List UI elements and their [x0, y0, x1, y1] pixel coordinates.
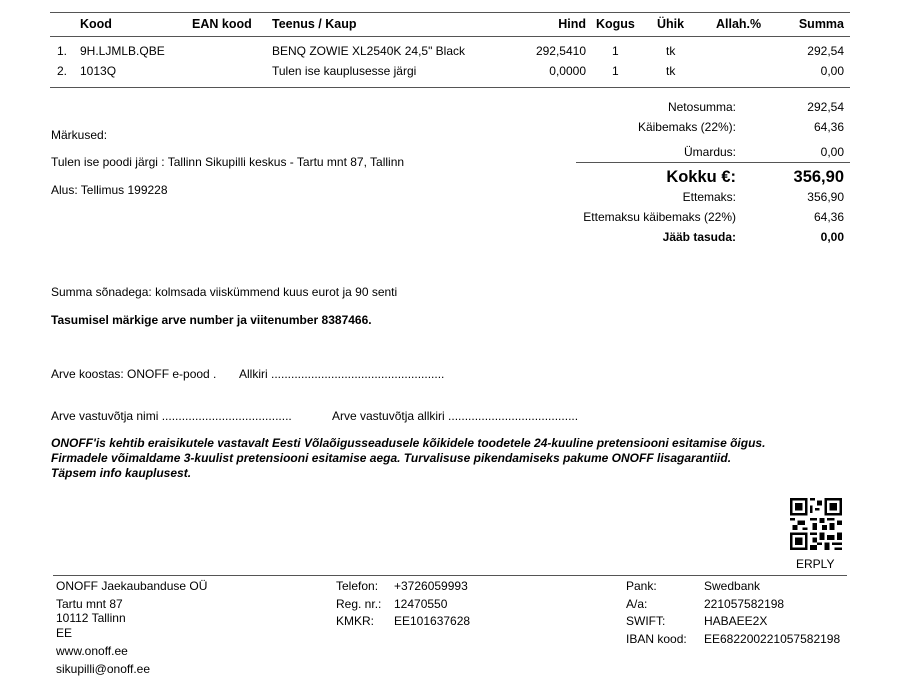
reg-label: Reg. nr.:: [336, 597, 382, 611]
prepay-vat-label: Ettemaksu käibemaks (22%): [583, 210, 736, 224]
bank-value: Swedbank: [704, 579, 761, 593]
row-1-summa: 292,54: [807, 44, 844, 58]
qr-caption: ERPLY: [796, 557, 835, 571]
neto-label: Netosumma:: [667, 100, 736, 114]
bank-label: Pank:: [626, 579, 657, 593]
row-2-teenus: Tulen ise kauplusesse järgi: [272, 64, 417, 78]
sum-in-words: Summa sõnadega: kolmsada viiskümmend kuus eurot ja 90 senti: [51, 285, 398, 299]
account-label: A/a:: [626, 597, 648, 611]
remarks-basis: Alus: Tellimus 199228: [51, 183, 168, 197]
row-2-kogus: 1: [612, 64, 619, 78]
round-value: 0,00: [820, 145, 844, 159]
account-value: 221057582198: [704, 597, 785, 611]
composer-signature: Allkiri ....................................................: [239, 367, 445, 381]
row-2-nr: 2.: [57, 64, 68, 78]
kmkr-value: EE101637628: [394, 614, 471, 628]
table-header-rule: [50, 36, 850, 37]
col-header-summa: Summa: [798, 17, 844, 31]
row-1-teenus: BENQ ZOWIE XL2540K 24,5" Black: [272, 44, 466, 58]
row-1-uhik: tk: [666, 44, 676, 58]
warranty-line-3: Täpsem info kauplusest.: [51, 466, 192, 480]
footer-city: 10112 Tallinn: [56, 611, 126, 625]
col-header-hind: Hind: [558, 17, 586, 31]
row-1-nr: 1.: [57, 44, 68, 58]
reg-value: 12470550: [394, 597, 448, 611]
col-header-ean: EAN kood: [192, 17, 252, 31]
prepay-value: 356,90: [807, 190, 844, 204]
payment-note: Tasumisel märkige arve number ja viitenumber 8387466.: [51, 313, 372, 327]
row-2-uhik: tk: [666, 64, 676, 78]
footer-country: EE: [56, 626, 73, 640]
row-2-kood: 1013Q: [80, 64, 117, 78]
swift-value: HABAEE2X: [704, 614, 768, 628]
composer-text: Arve koostas: ONOFF e-pood .: [51, 367, 217, 381]
swift-label: SWIFT:: [626, 614, 666, 628]
row-1-kood: 9H.LJMLB.QBE: [80, 44, 165, 58]
row-1-hind: 292,5410: [535, 44, 586, 58]
table-bottom-rule: [50, 87, 850, 88]
round-label: Ümardus:: [683, 145, 736, 159]
due-value: 0,00: [820, 230, 844, 244]
vat-value: 64,36: [813, 120, 844, 134]
recipient-name: Arve vastuvõtja nimi .......................................: [51, 409, 292, 423]
total-value: 356,90: [793, 168, 844, 186]
col-header-allah: Allah.%: [716, 17, 762, 31]
footer-rule: [53, 575, 847, 576]
footer-company: ONOFF Jaekaubanduse OÜ: [56, 579, 208, 593]
footer-email: sikupilli@onoff.ee: [56, 662, 151, 676]
row-2-summa: 0,00: [820, 64, 844, 78]
iban-label: IBAN kood:: [626, 632, 687, 646]
neto-value: 292,54: [807, 100, 844, 114]
vat-label: Käibemaks (22%):: [637, 120, 736, 134]
iban-value: EE682200221057582198: [704, 632, 841, 646]
footer-web: www.onoff.ee: [56, 644, 128, 658]
recipient-signature: Arve vastuvõtja allkiri .......................................: [332, 409, 579, 423]
remarks-pickup: Tulen ise poodi järgi : Tallinn Sikupilli keskus - Tartu mnt 87, Tallinn: [51, 155, 405, 169]
row-2-hind: 0,0000: [549, 64, 586, 78]
remarks-label: Märkused:: [51, 128, 108, 142]
kmkr-label: KMKR:: [336, 614, 375, 628]
warranty-line-1: ONOFF'is kehtib eraisikutele vastavalt Eesti Võlaõigusseadusele kõikidele toodetele 24-kuuline pretensiooni esitamise õigus.: [51, 436, 766, 450]
warranty-line-2: Firmadele võimaldame 3-kuulist pretensiooni esitamise aega. Turvalisuse pikendamiseks pakume ONOFF lisagarantiid.: [51, 451, 732, 465]
col-header-teenus: Teenus / Kaup: [272, 17, 357, 31]
prepay-vat-value: 64,36: [813, 210, 844, 224]
qr-code: [790, 498, 842, 550]
phone-value: +3726059993: [394, 579, 468, 593]
col-header-kogus: Kogus: [596, 17, 635, 31]
table-top-rule: [50, 12, 850, 13]
row-1-kogus: 1: [612, 44, 619, 58]
prepay-label: Ettemaks:: [682, 190, 736, 204]
col-header-uhik: Ühik: [657, 17, 685, 31]
col-header-kood: Kood: [80, 17, 112, 31]
footer-street: Tartu mnt 87: [56, 597, 123, 611]
due-label: Jääb tasuda:: [662, 230, 736, 244]
phone-label: Telefon:: [336, 579, 379, 593]
total-label: Kokku €:: [666, 168, 736, 186]
totals-rule: [576, 162, 850, 163]
